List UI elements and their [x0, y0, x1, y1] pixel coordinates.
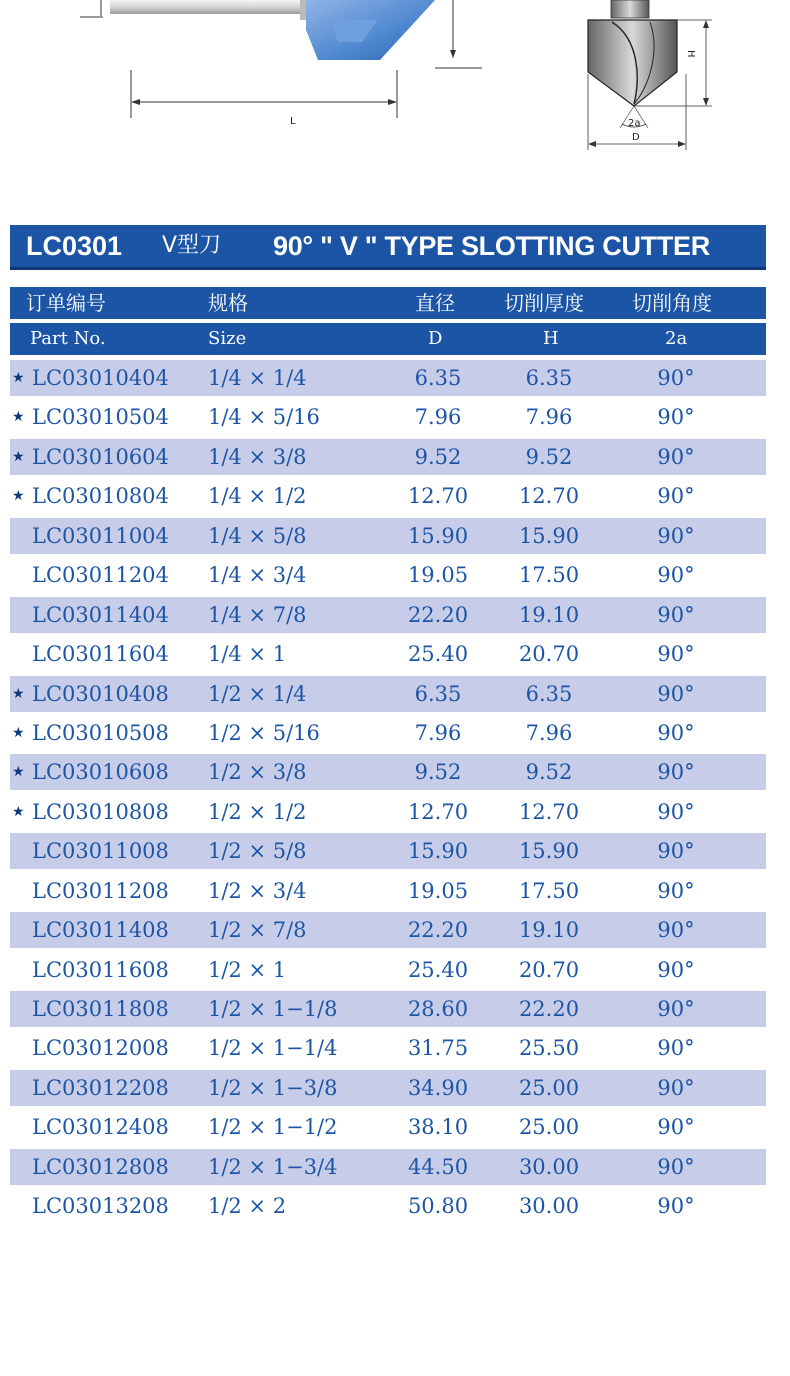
angle-cell: 90°	[657, 839, 695, 864]
part-number-cell: LC03010604	[32, 444, 169, 469]
table-row	[10, 833, 766, 869]
table-header-chinese	[10, 287, 766, 319]
table-row	[10, 991, 766, 1027]
diameter-cell: 15.90	[407, 523, 469, 548]
size-cell: 1/2 × 7/8	[208, 918, 307, 943]
part-number-cell: LC03012008	[32, 1036, 169, 1061]
header-angle-cn: 切削角度	[632, 291, 712, 315]
height-cell: 25.00	[518, 1115, 580, 1140]
header-size-en: Size	[208, 328, 247, 349]
table-row	[10, 1149, 766, 1185]
part-number-cell: LC03011608	[32, 957, 169, 982]
star-icon: ★	[12, 370, 25, 386]
height-cell: 20.70	[518, 642, 580, 667]
part-number-cell: LC03011204	[32, 563, 169, 588]
cutter-side-view-diagram	[0, 0, 790, 160]
size-cell: 1/2 × 5/16	[208, 720, 320, 745]
size-cell: 1/2 × 1−1/8	[208, 997, 338, 1021]
part-number-cell: LC03012208	[32, 1075, 169, 1100]
diameter-cell: 50.80	[407, 1194, 469, 1219]
part-number-cell: LC03011604	[32, 642, 169, 667]
size-cell: 1/4 × 7/8	[208, 602, 307, 627]
header-part-en: Part No.	[30, 328, 106, 349]
table-row	[10, 478, 766, 514]
star-icon: ★	[12, 685, 25, 702]
part-number-cell: LC03011008	[32, 839, 169, 864]
star-icon: ★	[12, 488, 25, 505]
header-angle-en: 2a	[665, 328, 688, 349]
diameter-cell: 6.35	[414, 366, 462, 390]
size-cell: 1/2 × 1−1/2	[208, 1115, 338, 1140]
table-row	[10, 1030, 766, 1066]
size-cell: 1/2 × 1/4	[208, 681, 307, 706]
size-cell: 1/2 × 3/4	[208, 878, 307, 903]
part-number-cell: LC03010804	[32, 484, 169, 509]
part-number-cell: LC03012408	[32, 1115, 169, 1140]
diameter-cell: 44.50	[407, 1154, 469, 1179]
table-row	[10, 1109, 766, 1145]
angle-cell: 90°	[657, 563, 695, 588]
size-cell: 1/2 × 1−3/4	[208, 1154, 338, 1179]
diameter-cell: 7.96	[414, 720, 462, 745]
height-cell: 7.96	[525, 720, 573, 745]
table-row	[10, 912, 766, 948]
height-cell: 30.00	[518, 1194, 580, 1219]
table-row	[10, 794, 766, 830]
angle-cell: 90°	[657, 720, 695, 745]
height-cell: 25.50	[518, 1036, 580, 1061]
part-number-cell: LC03010504	[32, 405, 169, 430]
diameter-cell: 34.90	[407, 1075, 469, 1100]
diameter-cell: 9.52	[414, 760, 462, 785]
size-cell: 1/2 × 5/8	[208, 839, 307, 864]
diameter-cell: 19.05	[407, 878, 469, 903]
diameter-cell: 25.40	[407, 642, 469, 667]
table-row	[10, 399, 766, 435]
height-dimension-label: H	[685, 50, 696, 58]
part-number-cell: LC03011404	[32, 602, 169, 627]
table-row	[10, 873, 766, 909]
size-cell: 1/2 × 1−1/4	[208, 1036, 338, 1061]
header-h-en: H	[543, 328, 559, 349]
size-cell: 1/4 × 1/4	[208, 366, 307, 390]
angle-cell: 90°	[657, 1036, 695, 1061]
header-part-cn: 订单编号	[26, 291, 106, 315]
size-cell: 1/4 × 3/8	[208, 444, 307, 469]
size-cell: 1/4 × 5/16	[208, 405, 320, 430]
product-name-english: 90° " V " TYPE SLOTTING CUTTER	[273, 231, 710, 261]
height-cell: 12.70	[518, 484, 580, 509]
height-cell: 6.35	[525, 366, 573, 390]
angle-dimension-label: 2a	[628, 118, 641, 129]
size-cell: 1/4 × 3/4	[208, 563, 307, 588]
diameter-cell: 22.20	[407, 602, 469, 627]
size-cell: 1/2 × 3/8	[208, 760, 307, 785]
diameter-cell: 25.40	[407, 957, 469, 982]
height-cell: 22.20	[518, 997, 580, 1021]
angle-cell: 90°	[657, 444, 695, 469]
size-cell: 1/2 × 1−3/8	[208, 1075, 338, 1100]
height-cell: 30.00	[518, 1154, 580, 1179]
diameter-cell: 28.60	[407, 997, 469, 1021]
table-header-english	[10, 323, 766, 355]
table-row	[10, 715, 766, 751]
angle-cell: 90°	[657, 681, 695, 706]
part-number-cell: LC03011004	[32, 523, 169, 548]
header-d-en: D	[428, 328, 443, 349]
angle-cell: 90°	[657, 957, 695, 982]
size-cell: 1/2 × 2	[208, 1194, 287, 1219]
part-number-cell: LC03010404	[32, 366, 169, 390]
angle-cell: 90°	[657, 484, 695, 509]
angle-cell: 90°	[657, 405, 695, 430]
size-cell: 1/4 × 1	[208, 642, 287, 667]
star-icon: ★	[12, 764, 25, 781]
size-cell: 1/2 × 1/2	[208, 799, 307, 824]
angle-cell: 90°	[657, 1194, 695, 1219]
header-size-cn: 规格	[208, 291, 248, 315]
part-number-cell: LC03011408	[32, 918, 169, 943]
angle-cell: 90°	[657, 1115, 695, 1140]
height-cell: 9.52	[525, 444, 573, 469]
part-number-cell: LC03012808	[32, 1154, 169, 1179]
table-row	[10, 754, 766, 790]
part-number-cell: LC03013208	[32, 1194, 169, 1219]
height-cell: 15.90	[518, 839, 580, 864]
diameter-cell: 38.10	[407, 1115, 469, 1140]
length-dimension-label: L	[290, 116, 296, 127]
angle-cell: 90°	[657, 760, 695, 785]
height-cell: 25.00	[518, 1075, 580, 1100]
table-row	[10, 557, 766, 593]
diameter-cell: 19.05	[407, 563, 469, 588]
diameter-cell: 12.70	[407, 484, 469, 509]
angle-cell: 90°	[657, 799, 695, 824]
angle-cell: 90°	[657, 997, 695, 1021]
diameter-cell: 31.75	[407, 1036, 469, 1061]
spec-table-body	[10, 360, 766, 1228]
angle-cell: 90°	[657, 918, 695, 943]
part-number-cell: LC03010408	[32, 681, 169, 706]
diameter-cell: 15.90	[407, 839, 469, 864]
height-cell: 15.90	[518, 523, 580, 548]
angle-cell: 90°	[657, 878, 695, 903]
diameter-cell: 9.52	[414, 444, 462, 469]
angle-cell: 90°	[657, 523, 695, 548]
header-d-cn: 直径	[415, 291, 455, 315]
angle-cell: 90°	[657, 642, 695, 667]
height-cell: 12.70	[518, 799, 580, 824]
star-icon: ★	[12, 803, 25, 820]
height-cell: 20.70	[518, 957, 580, 982]
product-diagrams	[0, 0, 790, 160]
height-cell: 7.96	[525, 405, 573, 430]
table-row	[10, 1070, 766, 1106]
height-cell: 19.10	[518, 918, 580, 943]
star-icon: ★	[12, 448, 25, 465]
table-row	[10, 439, 766, 475]
height-cell: 17.50	[518, 878, 580, 903]
table-row	[10, 597, 766, 633]
product-code: LC0301	[26, 231, 123, 261]
diameter-cell: 7.96	[414, 405, 462, 430]
angle-cell: 90°	[657, 366, 695, 390]
table-row	[10, 676, 766, 712]
part-number-cell: LC03011808	[32, 997, 169, 1021]
product-title-bar	[10, 225, 766, 270]
diameter-dimension-label: D	[632, 132, 640, 143]
part-number-cell: LC03010608	[32, 760, 169, 785]
size-cell: 1/2 × 1	[208, 957, 287, 982]
angle-cell: 90°	[657, 602, 695, 627]
angle-cell: 90°	[657, 1154, 695, 1179]
star-icon: ★	[12, 724, 25, 741]
header-h-cn: 切削厚度	[504, 291, 584, 315]
height-cell: 17.50	[518, 563, 580, 588]
part-number-cell: LC03010808	[32, 799, 169, 824]
table-row	[10, 518, 766, 554]
height-cell: 19.10	[518, 602, 580, 627]
product-name-chinese: V型刀	[162, 233, 222, 258]
table-row	[10, 636, 766, 672]
part-number-cell: LC03011208	[32, 878, 169, 903]
table-row	[10, 1188, 766, 1224]
part-number-cell: LC03010508	[32, 720, 169, 745]
size-cell: 1/4 × 5/8	[208, 523, 307, 548]
size-cell: 1/4 × 1/2	[208, 484, 307, 509]
star-icon: ★	[12, 409, 25, 426]
diameter-cell: 12.70	[407, 799, 469, 824]
height-cell: 6.35	[525, 681, 573, 706]
table-row	[10, 952, 766, 988]
diameter-cell: 22.20	[407, 918, 469, 943]
height-cell: 9.52	[525, 760, 573, 785]
diameter-cell: 6.35	[414, 681, 462, 706]
table-row	[10, 360, 766, 396]
angle-cell: 90°	[657, 1075, 695, 1100]
